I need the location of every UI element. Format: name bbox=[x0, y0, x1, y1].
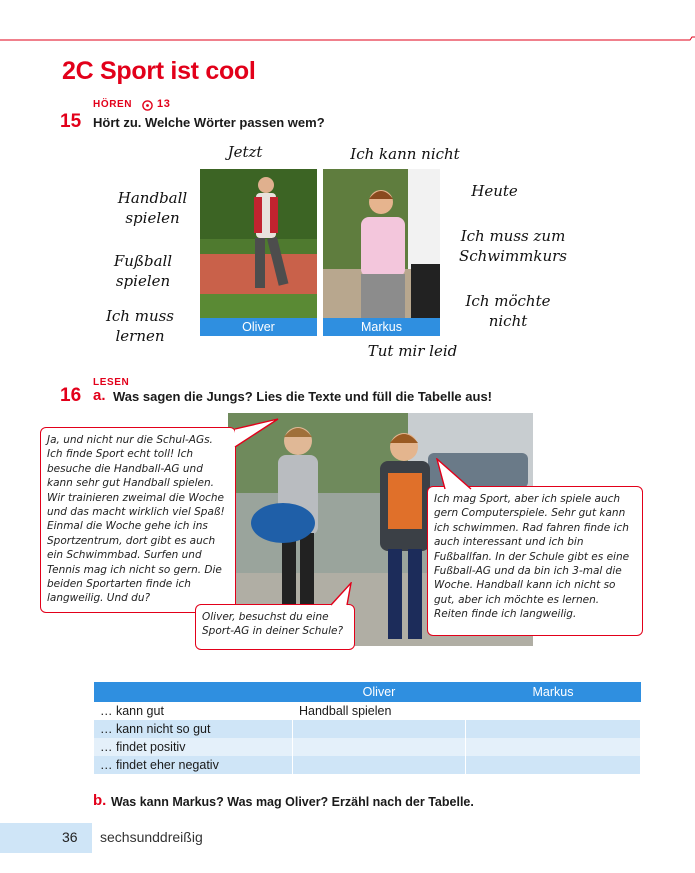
photo-oliver bbox=[200, 169, 317, 318]
exercise-number-15: 15 bbox=[60, 111, 82, 132]
row-label: … findet positiv bbox=[94, 738, 293, 756]
row-label: … kann gut bbox=[94, 702, 293, 720]
cell-oliver[interactable] bbox=[293, 738, 466, 756]
exercise-16a-instruction: Was sagen die Jungs? Lies die Texte und füll die Tabelle aus! bbox=[113, 389, 493, 404]
cell-markus[interactable] bbox=[466, 738, 641, 756]
name-markus: Markus bbox=[323, 318, 440, 336]
bubble-tail-markus bbox=[435, 458, 475, 490]
row-label: … findet eher negativ bbox=[94, 756, 293, 774]
bubble-tail-oliver bbox=[234, 417, 280, 457]
header-line bbox=[0, 0, 695, 42]
page-number-word: sechsunddreißig bbox=[100, 829, 203, 845]
cell-markus[interactable] bbox=[466, 756, 641, 774]
table-header-empty bbox=[94, 682, 293, 702]
skill-label-lesen: LESEN bbox=[93, 377, 130, 388]
word-tut-mir-leid: Tut mir leid bbox=[367, 342, 458, 360]
table-row bbox=[94, 702, 641, 720]
speech-bubble-oliver: Ja, und nicht nur die Schul-AGs. Ich finde Sport echt toll! Ich besuche die Handball-AG und kann sehr gut Handball spielen. Wir trainieren zweimal die Woche und das macht wirklich viel Spaß! Einmal die Woche gehe ich ins Sportzentrum, dort gibt es auch ein Schwimmbad. Surfen und Tennis mag ich nicht so gern. Die beiden Sportarten finde ich langweilig. Und du? bbox=[40, 427, 236, 613]
cd-icon bbox=[142, 98, 153, 109]
cell-oliver[interactable] bbox=[293, 720, 466, 738]
row-label: … kann nicht so gut bbox=[94, 720, 293, 738]
word-ich-muss-lernen: Ich muss lernen bbox=[105, 307, 175, 345]
speech-bubble-markus: Ich mag Sport, aber ich spiele auch gern Computerspiele. Sehr gut kann ich schwimmen. Rad fahren finde ich auch interessant und ich bin Fußballfan. In der Schule gibt es eine Fußball-AG und da bin ich 3-mal die Woche. Handball kann ich nicht so gut, aber ich möchte es lernen. Reiten finde ich langweilig. bbox=[427, 486, 643, 636]
part-b-label: b. bbox=[93, 792, 107, 809]
part-a-label: a. bbox=[93, 387, 106, 404]
word-fussball-spielen: Fußball spielen bbox=[113, 252, 173, 290]
cell-markus[interactable] bbox=[466, 720, 641, 738]
word-jetzt: Jetzt bbox=[227, 143, 263, 161]
name-oliver: Oliver bbox=[200, 318, 317, 336]
table-header-markus: Markus bbox=[466, 682, 641, 702]
speech-bubble-question: Oliver, besuchst du eine Sport-AG in deiner Schule? bbox=[195, 604, 355, 650]
photo-markus bbox=[323, 169, 440, 318]
table-row bbox=[94, 756, 641, 774]
table-row bbox=[94, 738, 641, 756]
footer-bar bbox=[0, 823, 92, 853]
table-header-oliver: Oliver bbox=[293, 682, 466, 702]
track-number: 13 bbox=[157, 98, 171, 110]
page-title: 2C Sport ist cool bbox=[62, 57, 256, 85]
word-ich-muss-zum-schwimmkurs: Ich muss zum Schwimmkurs bbox=[458, 227, 568, 265]
word-ich-moechte-nicht: Ich möchte nicht bbox=[465, 292, 551, 330]
cell-oliver[interactable] bbox=[293, 756, 466, 774]
exercise-number-16: 16 bbox=[60, 385, 82, 406]
answer-table bbox=[94, 682, 641, 774]
skill-label-hoeren: HÖREN bbox=[93, 99, 133, 110]
cell-oliver[interactable]: Handball spielen bbox=[293, 702, 466, 720]
word-ich-kann-nicht: Ich kann nicht bbox=[350, 145, 460, 163]
table-row bbox=[94, 720, 641, 738]
exercise-16b-instruction: Was kann Markus? Was mag Oliver? Erzähl nach der Tabelle. bbox=[111, 795, 474, 809]
page-number: 36 bbox=[62, 829, 78, 845]
word-heute: Heute bbox=[471, 182, 518, 200]
cell-markus[interactable] bbox=[466, 702, 641, 720]
exercise-15-instruction: Hört zu. Welche Wörter passen wem? bbox=[93, 115, 325, 130]
bubble-tail-question bbox=[327, 582, 357, 606]
word-handball-spielen: Handball spielen bbox=[117, 189, 188, 227]
